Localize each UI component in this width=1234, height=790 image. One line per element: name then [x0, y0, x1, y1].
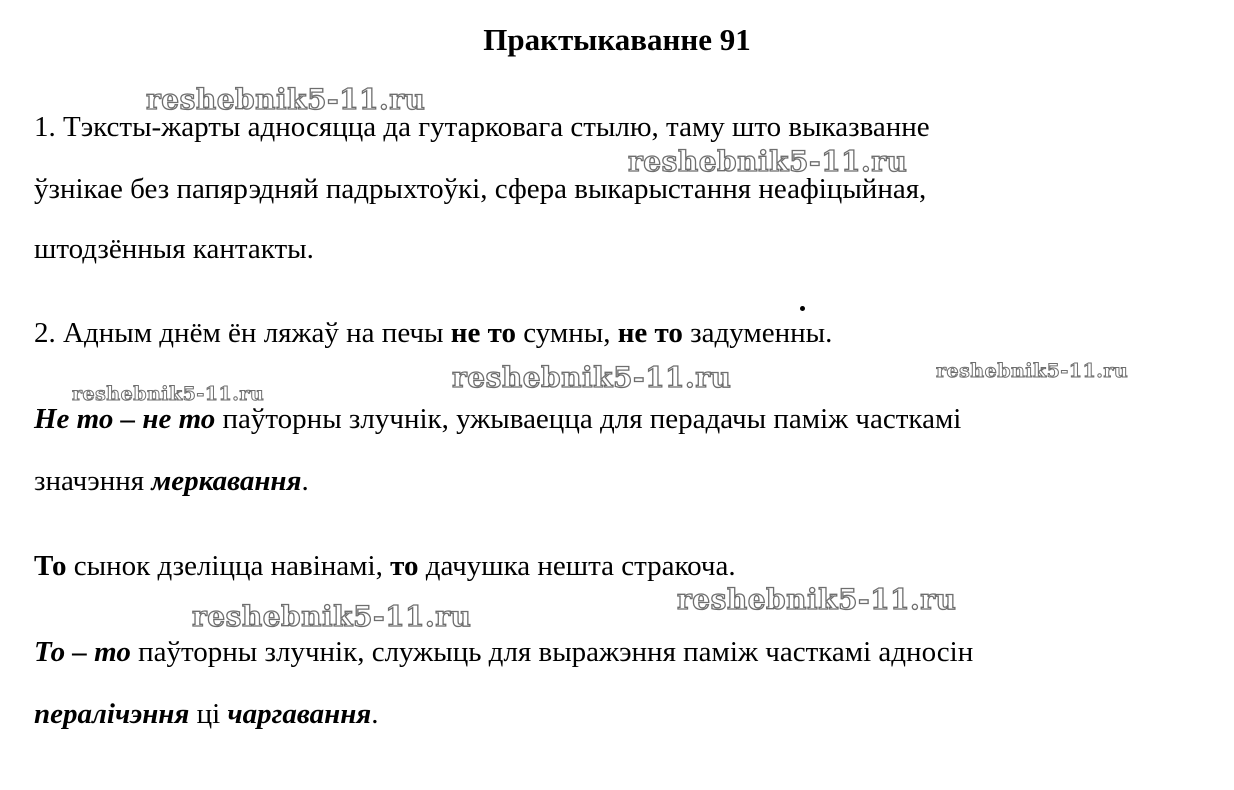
- paragraph-2: [34, 316, 832, 350]
- paragraph-5-term: То – то: [34, 636, 131, 668]
- stray-dot: [800, 306, 805, 311]
- watermark: reshebnik5-11.ru: [628, 145, 908, 178]
- paragraph-2-suffix: задуменны.: [682, 317, 833, 349]
- paragraph-3-line-2-text: значэння: [34, 465, 152, 497]
- paragraph-5-text: паўторны злучнік, служыць для выражэння паміж часткамі адносін: [130, 636, 974, 668]
- watermark: reshebnik5-11.ru: [677, 583, 957, 616]
- paragraph-3-line-2-end: .: [301, 465, 309, 497]
- paragraph-2-bold-2: не то: [617, 317, 683, 349]
- paragraph-1-line-3: штодзённыя кантакты.: [34, 233, 314, 265]
- paragraph-5-line-1: [34, 635, 973, 669]
- watermark: reshebnik5-11.ru: [192, 600, 472, 633]
- paragraph-2-prefix: 2. Адным днём ён ляжаў на печы: [34, 317, 451, 349]
- paragraph-4: [34, 549, 736, 583]
- paragraph-5-line-2-end: .: [371, 698, 379, 730]
- paragraph-3-line-2-term: меркавання: [151, 465, 302, 497]
- paragraph-3-text: паўторны злучнік, ужываецца для перадачы паміж часткамі: [215, 403, 962, 435]
- paragraph-5-line-2: [34, 697, 379, 731]
- paragraph-1-line-2: ўзнікае без папярэдняй падрыхтоўкі, сфера выкарыстання неафіцыйная,: [34, 173, 927, 205]
- watermark: reshebnik5-11.ru: [936, 360, 1129, 382]
- paragraph-2-bold-1: не то: [450, 317, 516, 349]
- paragraph-3-term: Не то – не то: [34, 403, 216, 435]
- paragraph-3-line-1: [34, 402, 961, 436]
- page-title: Практыкаванне 91: [483, 22, 751, 57]
- paragraph-4-suffix: дачушка нешта стракоча.: [418, 550, 736, 582]
- paragraph-4-bold-1: То: [34, 550, 67, 582]
- watermark: reshebnik5-11.ru: [146, 83, 426, 116]
- watermark: reshebnik5-11.ru: [72, 383, 265, 405]
- paragraph-4-middle: сынок дзеліцца навінамі,: [66, 550, 391, 582]
- paragraph-1-line-1: 1. Тэксты-жарты адносяцца да гутарковага стылю, таму што выказванне: [34, 111, 930, 143]
- paragraph-3-line-2: [34, 464, 309, 498]
- paragraph-5-line-2-middle: ці: [189, 698, 228, 730]
- paragraph-5-line-2-term-2: чаргавання: [227, 698, 372, 730]
- paragraph-5-line-2-term-1: пералічэння: [34, 698, 190, 730]
- paragraph-2-middle: сумны,: [516, 317, 618, 349]
- paragraph-4-bold-2: то: [390, 550, 419, 582]
- watermark: reshebnik5-11.ru: [452, 361, 732, 394]
